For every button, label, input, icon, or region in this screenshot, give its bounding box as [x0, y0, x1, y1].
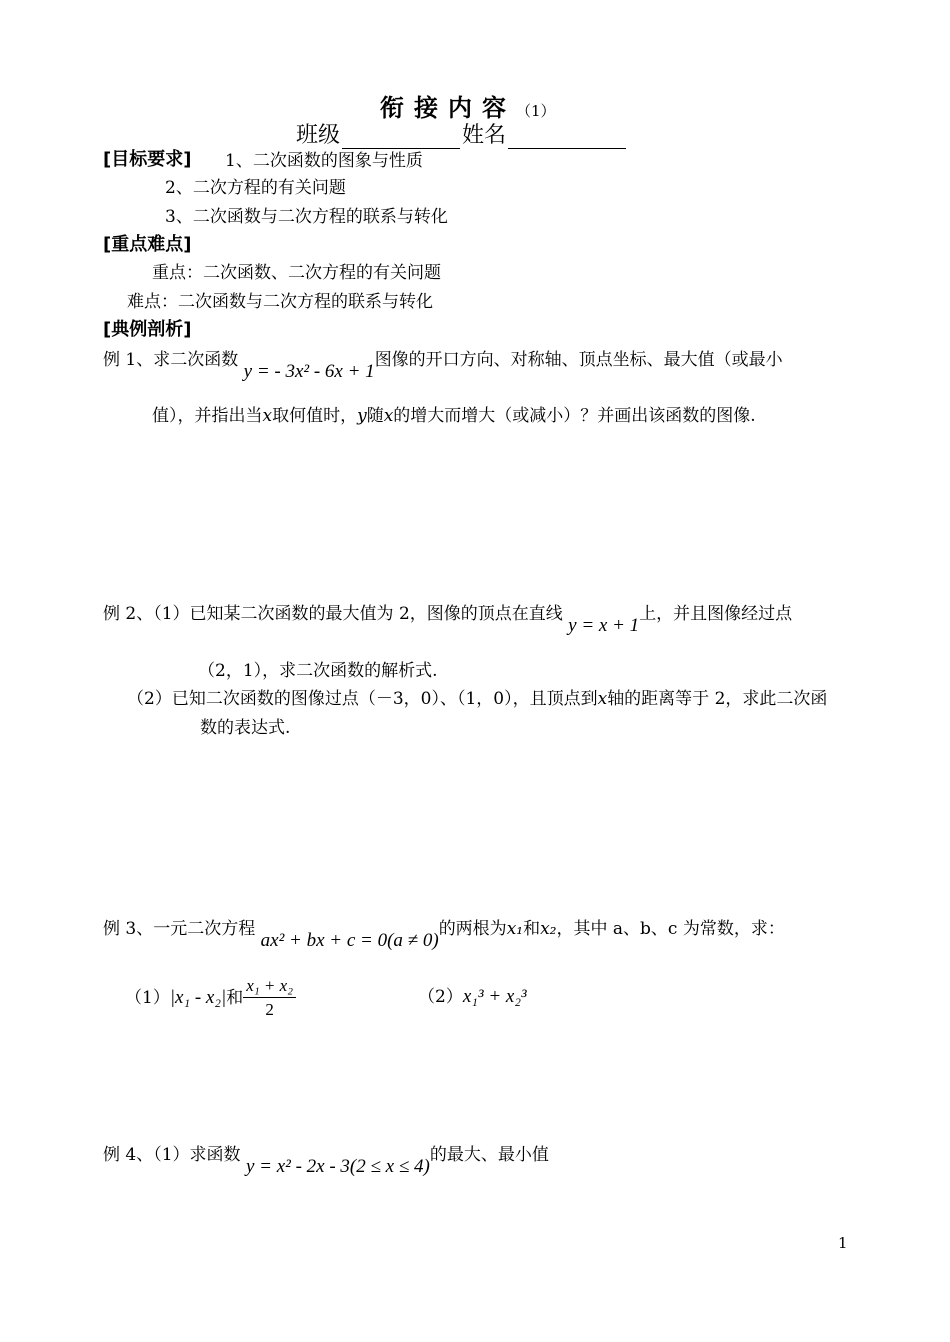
- ex3-q1-formula: |x₁ - x₂|: [169, 987, 227, 1008]
- name-blank[interactable]: [508, 128, 626, 149]
- ex1-var-x-2: x: [383, 406, 394, 426]
- ex3-q1-and: 和: [226, 988, 244, 1008]
- ex1-line2-d: 的增大而增大（或减小）？并画出该函数的图像.: [393, 406, 756, 426]
- key-point-text: 重点：二次函数、二次方程的有关问题: [152, 263, 441, 283]
- ex2-formula: y = x + 1: [568, 615, 640, 636]
- ex3-x1: x₁: [506, 919, 524, 939]
- page-number: 1: [838, 1234, 848, 1252]
- ex3-tail-c: ，其中 a、b、c 为常数，求：: [556, 919, 785, 939]
- ex3-q1-label: （1）: [125, 988, 170, 1008]
- example-2-line-2: （2，1），求二次函数的解析式.: [198, 661, 438, 681]
- ex3-q1-frac-num: x₁ + x₂: [243, 975, 296, 998]
- ex3-formula: ax² + bx + c = 0(a ≠ 0): [260, 930, 439, 951]
- ex2-part2-b: 轴的距离等于 2，求此二次函: [607, 689, 828, 709]
- difficult-point-text: 难点：二次函数与二次方程的联系与转化: [127, 292, 433, 312]
- goal-item-1: 1、二次函数的图象与性质: [225, 151, 423, 171]
- ex3-x2: x₂: [540, 919, 557, 939]
- example-2-line-1: [103, 603, 793, 636]
- ex3-lead: 例 3、一元二次方程: [103, 919, 256, 939]
- ex1-var-x: x: [262, 406, 273, 426]
- ex3-tail-a: 的两根为: [438, 919, 507, 939]
- ex1-tail: 图像的开口方向、对称轴、顶点坐标、最大值（或最小: [374, 350, 783, 370]
- ex4-lead: 例 4、（1）求函数: [103, 1145, 241, 1165]
- ex3-q1-frac-den: 2: [265, 1000, 274, 1019]
- ex2-part2-a: （2）已知二次函数的图像过点（－3，0）、（1，0），且顶点到: [127, 689, 598, 709]
- ex2-var-x: x: [597, 689, 608, 709]
- title-main: 衔接内容: [380, 94, 516, 122]
- ex1-line2-a: 值），并指出当: [152, 406, 263, 426]
- ex3-tail-b: 和: [523, 919, 541, 939]
- ex1-lead: 例 1、求二次函数: [103, 350, 239, 370]
- example-3-question-1: [125, 975, 296, 1022]
- ex2-tail: 上，并且图像经过点: [639, 604, 793, 624]
- ex1-formula: y = - 3x² - 6x + 1: [243, 361, 375, 382]
- title-number: （1）: [516, 102, 556, 120]
- ex3-q1-fraction: [243, 975, 296, 1022]
- example-4-line-1: [103, 1144, 549, 1177]
- example-3-question-2: [418, 986, 527, 1008]
- ex1-var-y: y: [357, 406, 367, 426]
- ex4-formula: y = x² - 2x - 3(2 ≤ x ≤ 4): [245, 1156, 430, 1177]
- ex2-lead: 例 2、（1）已知某二次函数的最大值为 2，图像的顶点在直线: [103, 604, 563, 624]
- name-label: 姓名: [462, 123, 507, 148]
- class-blank[interactable]: [342, 128, 460, 149]
- class-label: 班级: [296, 123, 341, 148]
- class-name-line: [296, 118, 628, 149]
- ex1-line2-b: 取何值时，: [272, 406, 358, 426]
- examples-header: [典例剖析]: [103, 319, 192, 340]
- example-2-part-2: [127, 688, 827, 710]
- example-1-line-1: [103, 349, 783, 382]
- goals-header: [目标要求]: [103, 149, 192, 170]
- key-points-header: [重点难点]: [103, 234, 192, 255]
- example-1-line-2: [152, 405, 756, 427]
- ex3-q2-label: （2）: [418, 987, 463, 1007]
- goal-item-2: 2、二次方程的有关问题: [165, 178, 346, 198]
- ex4-tail: 的最大、最小值: [429, 1145, 549, 1165]
- example-2-part-2-line-2: 数的表达式.: [200, 718, 291, 738]
- goal-item-3: 3、二次函数与二次方程的联系与转化: [165, 207, 448, 227]
- ex3-q2-formula: x₁³ + x₂³: [462, 986, 527, 1007]
- ex1-line2-c: 随: [366, 406, 384, 426]
- example-3-line-1: [103, 918, 785, 951]
